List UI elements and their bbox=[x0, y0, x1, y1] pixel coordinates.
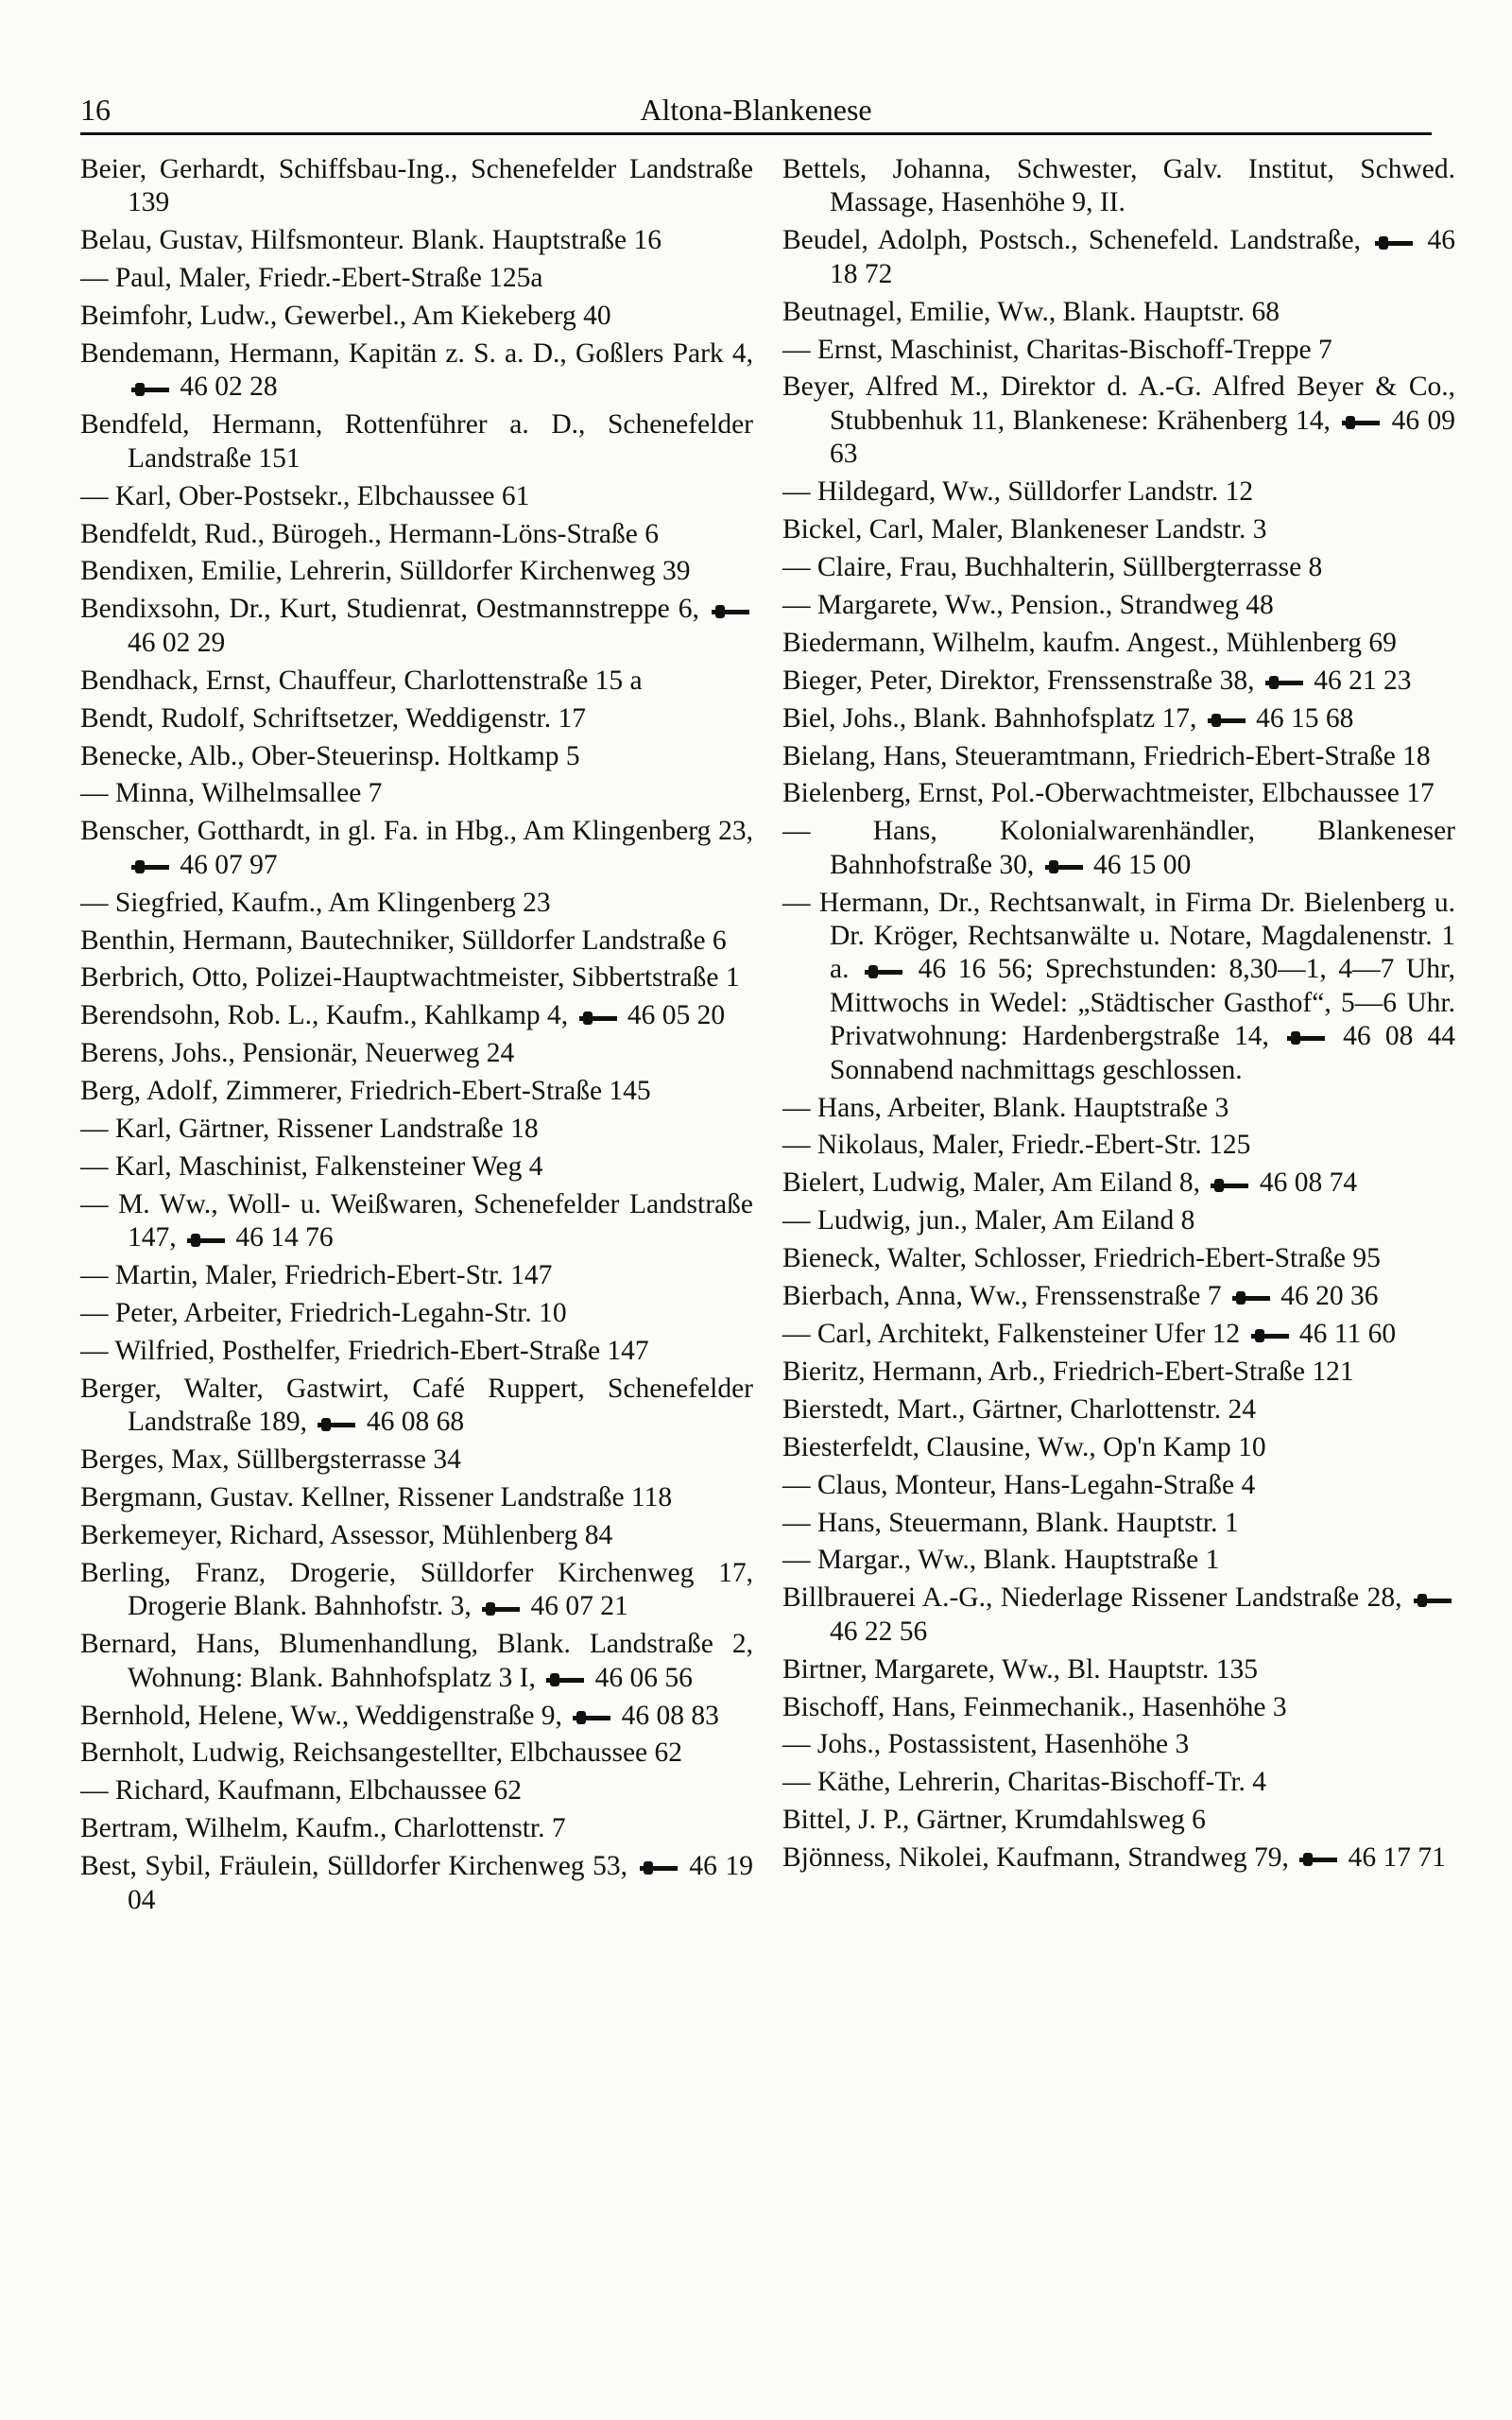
running-head: Altona-Blankenese bbox=[640, 93, 872, 127]
directory-entry: — Claire, Frau, Buchhalterin, Süllbergterrasse 8 bbox=[782, 551, 1323, 582]
telephone-icon bbox=[1232, 1291, 1270, 1305]
directory-entry: — Peter, Arbeiter, Friedrich-Legahn-Str. 10 bbox=[80, 1298, 567, 1329]
directory-entry: Bendfeld, Hermann, Rottenführer a. D., Schenefelder Landstraße 151 bbox=[80, 409, 753, 474]
directory-entry: Biesterfeldt, Clausine, Ww., Op'n Kamp 10 bbox=[782, 1431, 1266, 1462]
directory-entry: Bendemann, Hermann, Kapitän z. S. a. D., Goßlers Park 4, 46 02 28 bbox=[80, 338, 753, 403]
directory-entry: Bettels, Johanna, Schwester, Galv. Institut, Schwed. Massage, Hasenhöhe 9, II. bbox=[782, 154, 1455, 218]
directory-entry: Beutnagel, Emilie, Ww., Blank. Hauptstr. 68 bbox=[782, 296, 1280, 327]
right-column bbox=[782, 153, 1455, 1879]
directory-entry: Bierstedt, Mart., Gärtner, Charlottenstr. 24 bbox=[782, 1393, 1257, 1425]
telephone-icon bbox=[131, 383, 169, 396]
directory-entry: Belau, Gustav, Hilfsmonteur. Blank. Hauptstraße 16 bbox=[80, 225, 662, 256]
directory-entry: Biel, Johs., Blank. Bahnhofsplatz 17, 46 15 68 bbox=[782, 702, 1354, 734]
directory-entry: Bittel, J. P., Gärtner, Krumdahlsweg 6 bbox=[782, 1805, 1206, 1836]
directory-entry: — Carl, Architekt, Falkensteiner Ufer 12 46 11 60 bbox=[782, 1319, 1397, 1349]
directory-entry: Berbrich, Otto, Polizei-Hauptwachtmeister, Sibbertstraße 1 bbox=[80, 962, 740, 994]
directory-entry: — Minna, Wilhelmsallee 7 bbox=[80, 778, 383, 809]
directory-entry: Berg, Adolf, Zimmerer, Friedrich-Ebert-Straße 145 bbox=[80, 1076, 651, 1107]
directory-entry: Bieneck, Walter, Schlosser, Friedrich-Ebert-Straße 95 bbox=[782, 1243, 1381, 1274]
directory-entry: Bertram, Wilhelm, Kaufm., Charlottenstr. 7 bbox=[80, 1813, 566, 1844]
directory-entry: — Martin, Maler, Friedrich-Ebert-Str. 147 bbox=[80, 1260, 553, 1291]
directory-entry: Bendixsohn, Dr., Kurt, Studienrat, Oestmannstreppe 6, 46 02 29 bbox=[80, 593, 753, 660]
directory-entry: Birtner, Margarete, Ww., Bl. Hauptstr. 135 bbox=[782, 1653, 1258, 1685]
directory-entry: Bickel, Carl, Maler, Blankeneser Landstr. 3 bbox=[782, 514, 1267, 545]
directory-entry: — Karl, Maschinist, Falkensteiner Weg 4 bbox=[80, 1150, 543, 1182]
directory-entry: — M. Ww., Woll- u. Weißwaren, Schenefelder Landstraße 147, 46 14 76 bbox=[80, 1188, 753, 1253]
telephone-icon bbox=[579, 1011, 617, 1025]
directory-entry: Bendixen, Emilie, Lehrerin, Sülldorfer Kirchenweg 39 bbox=[80, 556, 691, 587]
directory-entry: Berger, Walter, Gastwirt, Café Ruppert, Schenefelder Landstraße 189, 46 08 68 bbox=[80, 1373, 753, 1438]
telephone-icon bbox=[1045, 860, 1083, 873]
directory-entry: Bergmann, Gustav. Kellner, Rissener Landstraße 118 bbox=[80, 1482, 673, 1513]
telephone-icon bbox=[1375, 236, 1413, 250]
telephone-icon bbox=[1287, 1031, 1325, 1045]
telephone-icon bbox=[712, 605, 749, 618]
directory-entry: Benthin, Hermann, Bautechniker, Sülldorfer Landstraße 6 bbox=[80, 925, 727, 956]
directory-entry: — Karl, Ober-Postsekr., Elbchaussee 61 bbox=[80, 480, 530, 511]
directory-entry: Beier, Gerhardt, Schiffsbau-Ing., Schenefelder Landstraße 139 bbox=[80, 154, 753, 218]
telephone-icon bbox=[482, 1602, 520, 1616]
directory-entry: — Johs., Postassistent, Hasenhöhe 3 bbox=[782, 1729, 1190, 1760]
telephone-icon bbox=[1265, 676, 1303, 689]
directory-entry: Berendsohn, Rob. L., Kaufm., Kahlkamp 4, 46 05 20 bbox=[80, 1000, 726, 1031]
directory-entry: — Siegfried, Kaufm., Am Klingenberg 23 bbox=[80, 887, 551, 918]
directory-entry: Biedermann, Wilhelm, kaufm. Angest., Mühlenberg 69 bbox=[782, 627, 1397, 658]
directory-entry: Bierbach, Anna, Ww., Frenssenstraße 7 46 20 36 bbox=[782, 1281, 1379, 1312]
directory-entry: — Ernst, Maschinist, Charitas-Bischoff-Treppe 7 bbox=[782, 334, 1332, 365]
directory-entry: — Nikolaus, Maler, Friedr.-Ebert-Str. 125 bbox=[782, 1130, 1251, 1161]
telephone-icon bbox=[1211, 1179, 1248, 1192]
telephone-icon bbox=[865, 965, 902, 978]
page-number: 16 bbox=[80, 93, 111, 127]
directory-entry: — Käthe, Lehrerin, Charitas-Bischoff-Tr. 4 bbox=[782, 1767, 1267, 1798]
directory-entry: — Hans, Kolonialwarenhändler, Blankeneser Bahnhofstraße 30, 46 15 00 bbox=[782, 816, 1455, 880]
directory-entry: — Hans, Arbeiter, Blank. Hauptstraße 3 bbox=[782, 1092, 1229, 1123]
telephone-icon bbox=[640, 1861, 678, 1875]
telephone-icon bbox=[1208, 714, 1246, 727]
directory-entry: — Claus, Monteur, Hans-Legahn-Straße 4 bbox=[782, 1469, 1256, 1500]
directory-entry: Bendfeldt, Rud., Bürogeh., Hermann-Löns-Straße 6 bbox=[80, 518, 659, 549]
directory-entry: — Hildegard, Ww., Sülldorfer Landstr. 12 bbox=[782, 476, 1254, 508]
header-rule bbox=[80, 132, 1432, 135]
directory-entry: Bernard, Hans, Blumenhandlung, Blank. Landstraße 2, Wohnung: Blank. Bahnhofsplatz 3 I, 46 06 56 bbox=[80, 1629, 753, 1693]
directory-entry: Billbrauerei A.-G., Niederlage Rissener Landstraße 28, 46 22 56 bbox=[782, 1582, 1455, 1649]
directory-entry: — Paul, Maler, Friedr.-Ebert-Straße 125a bbox=[80, 263, 543, 294]
directory-entry: — Ludwig, jun., Maler, Am Eiland 8 bbox=[782, 1205, 1195, 1236]
telephone-icon bbox=[1251, 1329, 1289, 1342]
directory-entry: Bieritz, Hermann, Arb., Friedrich-Ebert-Straße 121 bbox=[782, 1356, 1354, 1387]
directory-entry: Berges, Max, Süllbergsterrasse 34 bbox=[80, 1444, 461, 1476]
directory-entry: Beyer, Alfred M., Direktor d. A.-G. Alfred Beyer & Co., Stubbenhuk 11, Blankenese: Krähenberg 14, 46 09 63 bbox=[782, 372, 1455, 470]
directory-entry: Bernhold, Helene, Ww., Weddigenstraße 9, 46 08 83 bbox=[80, 1700, 719, 1731]
directory-entry: Bieger, Peter, Direktor, Frenssenstraße 38, 46 21 23 bbox=[782, 665, 1412, 696]
telephone-icon bbox=[546, 1673, 584, 1686]
telephone-icon bbox=[573, 1711, 610, 1724]
directory-entry: Bielert, Ludwig, Maler, Am Eiland 8, 46 08 74 bbox=[782, 1167, 1358, 1199]
telephone-icon bbox=[131, 860, 169, 873]
directory-entry: — Hermann, Dr., Rechtsanwalt, in Firma Dr. Bielenberg u. Dr. Kröger, Rechtsanwälte u. Notare, Magdalenenstr. 1 a. 46 16 56; Sprechstunden: 8,30—1, 4—7 Uhr, Mittwochs in Wedel: „Städtischer Gasthof“, 5—6 Uhr. Privatwohnung: Hardenbergstraße 14, 46 08 44 Sonnabend nachmittags geschlossen. bbox=[782, 887, 1456, 1085]
directory-entry: Berens, Johs., Pensionär, Neuerweg 24 bbox=[80, 1038, 515, 1069]
telephone-icon bbox=[318, 1418, 355, 1431]
directory-entry: Bischoff, Hans, Feinmechanik., Hasenhöhe 3 bbox=[782, 1691, 1287, 1722]
directory-entry: Berkemeyer, Richard, Assessor, Mühlenberg 84 bbox=[80, 1520, 613, 1551]
directory-entry: — Richard, Kaufmann, Elbchaussee 62 bbox=[80, 1775, 522, 1806]
directory-entry: Bjönness, Nikolei, Kaufmann, Strandweg 79, 46 17 71 bbox=[782, 1842, 1446, 1874]
directory-entry: Beudel, Adolph, Postsch., Schenefeld. Landstraße, 46 18 72 bbox=[782, 225, 1455, 289]
directory-entry: Bielenberg, Ernst, Pol.-Oberwachtmeister, Elbchaussee 17 bbox=[782, 778, 1435, 809]
directory-entry: Bendhack, Ernst, Chauffeur, Charlottenstraße 15 a bbox=[80, 665, 643, 696]
directory-entry: — Margar., Ww., Blank. Hauptstraße 1 bbox=[782, 1545, 1220, 1576]
telephone-icon bbox=[1414, 1594, 1452, 1607]
directory-entry: — Margarete, Ww., Pension., Strandweg 48 bbox=[782, 589, 1274, 620]
directory-entry: Berling, Franz, Drogerie, Sülldorfer Kirchenweg 17, Drogerie Blank. Bahnhofstr. 3, 46 07 21 bbox=[80, 1557, 753, 1622]
directory-entry: — Wilfried, Posthelfer, Friedrich-Ebert-Straße 147 bbox=[80, 1336, 649, 1366]
left-column bbox=[80, 153, 753, 1922]
page-header bbox=[80, 87, 1432, 132]
directory-entry: — Hans, Steuermann, Blank. Hauptstr. 1 bbox=[782, 1507, 1239, 1538]
telephone-icon bbox=[1299, 1853, 1337, 1866]
directory-entry: — Karl, Gärtner, Rissener Landstraße 18 bbox=[80, 1114, 539, 1145]
directory-entry: Bendt, Rudolf, Schriftsetzer, Weddigenstr. 17 bbox=[80, 702, 587, 734]
directory-entry: Benscher, Gotthardt, in gl. Fa. in Hbg., Am Klingenberg 23, 46 07 97 bbox=[80, 816, 753, 880]
directory-entry: Bernholt, Ludwig, Reichsangestellter, Elbchaussee 62 bbox=[80, 1737, 683, 1769]
directory-entry: Bielang, Hans, Steueramtmann, Friedrich-Ebert-Straße 18 bbox=[782, 740, 1431, 771]
directory-entry: Beimfohr, Ludw., Gewerbel., Am Kiekeberg 40 bbox=[80, 301, 611, 332]
telephone-icon bbox=[187, 1234, 225, 1247]
directory-entry: Benecke, Alb., Ober-Steuerinsp. Holtkamp 5 bbox=[80, 740, 580, 771]
directory-entry: Best, Sybil, Fräulein, Sülldorfer Kirchenweg 53, 46 19 04 bbox=[80, 1851, 754, 1915]
telephone-icon bbox=[1342, 416, 1380, 429]
